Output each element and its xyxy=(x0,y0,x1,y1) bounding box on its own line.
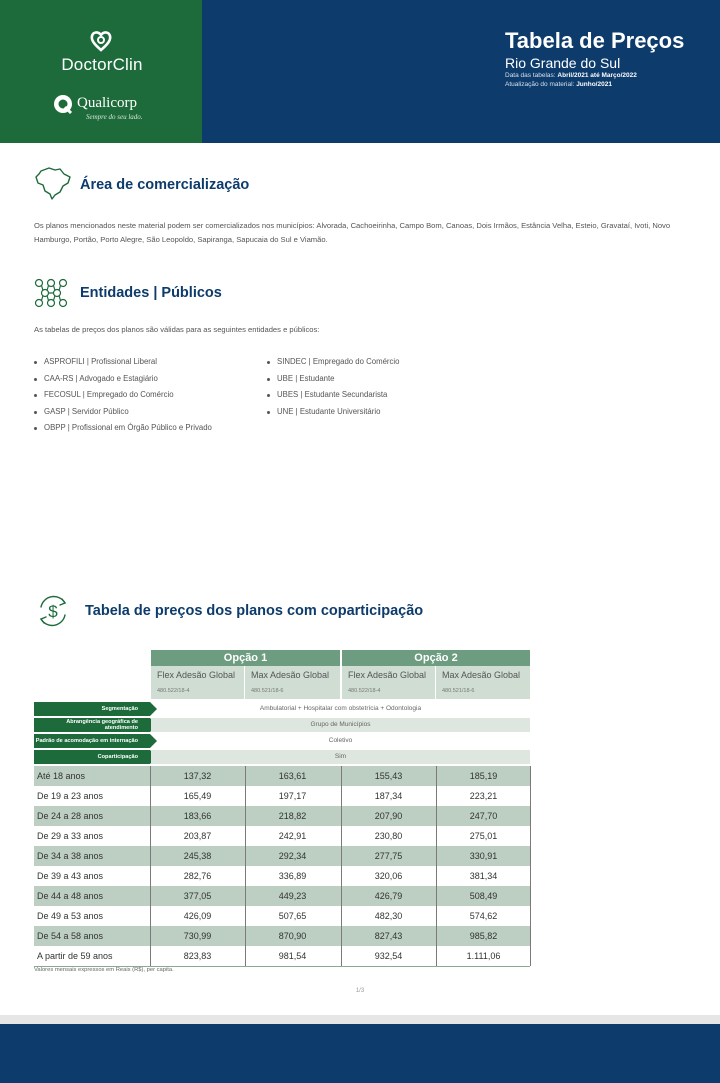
list-item: UNE | Estudante Universitário xyxy=(267,404,400,421)
plan-name: Max Adesão Global xyxy=(442,670,521,680)
table-row xyxy=(34,846,530,866)
plan-code: 480.522/18-4 xyxy=(348,688,381,694)
list-item: ASPROFILI | Profissional Liberal xyxy=(34,354,212,371)
material-update xyxy=(505,81,612,88)
material-update-label: Atualização do material: xyxy=(505,81,577,88)
price-cell: 275,01 xyxy=(469,831,498,841)
price-cell: 330,91 xyxy=(469,851,498,861)
table-dates-label: Data das tabelas: xyxy=(505,72,558,79)
plan-header xyxy=(436,666,530,699)
table-row xyxy=(34,906,530,926)
doctorclin-heart-icon xyxy=(88,28,114,54)
age-range: De 54 a 58 anos xyxy=(37,931,104,941)
option-2-header: Opção 2 xyxy=(342,650,530,666)
column-divider xyxy=(341,766,342,966)
price-cell: 508,49 xyxy=(469,891,498,901)
table-row xyxy=(34,766,530,786)
plan-name: Flex Adesão Global xyxy=(157,670,236,680)
age-range: De 19 a 23 anos xyxy=(37,791,104,801)
table-row xyxy=(34,946,530,966)
list-item: FECOSUL | Empregado do Comércio xyxy=(34,387,212,404)
price-cell: 377,05 xyxy=(183,891,212,901)
list-item: CAA-RS | Advogado e Estagiário xyxy=(34,371,212,388)
list-item: SINDEC | Empregado do Comércio xyxy=(267,354,400,371)
column-divider xyxy=(436,766,437,966)
price-cell: 230,80 xyxy=(374,831,403,841)
table-row xyxy=(34,826,530,846)
spec-label: Abrangência geográfica de atendimento xyxy=(34,718,150,732)
prices-title: Tabela de preços dos planos com coparticipação xyxy=(85,603,424,619)
age-range: De 39 a 43 anos xyxy=(37,871,104,881)
table-row xyxy=(34,866,530,886)
dollar-cycle-icon xyxy=(33,593,73,629)
partner-name: Qualicorp xyxy=(77,95,137,111)
age-range: De 24 a 28 anos xyxy=(37,811,104,821)
plan-code: 480.521/18-6 xyxy=(251,688,284,694)
age-range: De 29 a 33 anos xyxy=(37,831,104,841)
page-subtitle: Rio Grande do Sul xyxy=(505,55,621,71)
area-title: Área de comercialização xyxy=(80,177,250,193)
entities-list-left xyxy=(34,354,212,437)
footer-band xyxy=(0,1024,720,1083)
price-cell: 207,90 xyxy=(374,811,403,821)
table-row xyxy=(34,786,530,806)
price-cell: 482,30 xyxy=(374,911,403,921)
plan-name: Max Adesão Global xyxy=(251,670,330,680)
table-row xyxy=(34,926,530,946)
plan-header xyxy=(151,666,245,699)
column-divider xyxy=(150,766,151,966)
price-cell: 218,82 xyxy=(278,811,307,821)
table-note: Valores mensais expressos em Reais (R$), per capita. xyxy=(34,967,174,973)
brand-name: DoctorClin xyxy=(61,55,143,74)
table-dates xyxy=(505,72,637,79)
price-cell: 985,82 xyxy=(469,931,498,941)
brand-panel xyxy=(0,0,202,143)
age-range: De 44 a 48 anos xyxy=(37,891,104,901)
entities-title: Entidades | Públicos xyxy=(80,285,222,301)
spec-label: Segmentação xyxy=(34,702,150,716)
brazil-map-icon xyxy=(33,165,73,201)
list-item: UBE | Estudante xyxy=(267,371,400,388)
spec-label: Padrão de acomodação em internação xyxy=(34,734,150,748)
plan-header xyxy=(245,666,340,699)
network-icon xyxy=(33,277,69,309)
price-cell: 827,43 xyxy=(374,931,403,941)
price-cell: 507,65 xyxy=(278,911,307,921)
price-cell: 277,75 xyxy=(374,851,403,861)
table-row xyxy=(34,886,530,906)
plan-header xyxy=(342,666,436,699)
price-cell: 282,76 xyxy=(183,871,212,881)
partner-tagline: Sempre do seu lado. xyxy=(86,113,143,121)
column-divider xyxy=(245,766,246,966)
price-cell: 245,38 xyxy=(183,851,212,861)
table-dates-value: Abril/2021 até Março/2022 xyxy=(557,72,637,79)
option-1-header: Opção 1 xyxy=(151,650,340,666)
price-cell: 155,43 xyxy=(374,771,403,781)
price-cell: 574,62 xyxy=(469,911,498,921)
material-update-value: Junho/2021 xyxy=(576,81,612,88)
footer-stripe xyxy=(0,1015,720,1024)
page-header xyxy=(0,0,720,143)
price-cell: 197,17 xyxy=(278,791,307,801)
price-cell: 183,66 xyxy=(183,811,212,821)
price-cell: 449,23 xyxy=(278,891,307,901)
price-cell: 426,79 xyxy=(374,891,403,901)
plan-code: 480.522/18-4 xyxy=(157,688,190,694)
price-cell: 981,54 xyxy=(278,951,307,961)
price-cell: 163,61 xyxy=(278,771,307,781)
price-cell: 336,89 xyxy=(278,871,307,881)
price-cell: 187,34 xyxy=(374,791,403,801)
qualicorp-logo-icon xyxy=(52,93,74,115)
price-cell: 185,19 xyxy=(469,771,498,781)
price-cell: 381,34 xyxy=(469,871,498,881)
page-title: Tabela de Preços xyxy=(505,28,685,53)
price-cell: 870,90 xyxy=(278,931,307,941)
price-cell: 247,70 xyxy=(469,811,498,821)
spec-value: Coletivo xyxy=(328,737,353,744)
spec-value: Ambulatorial + Hospitalar com obstetrícia + Odontologia xyxy=(259,705,422,712)
plan-name: Flex Adesão Global xyxy=(348,670,427,680)
price-cell: 426,09 xyxy=(183,911,212,921)
age-range: De 34 a 38 anos xyxy=(37,851,104,861)
area-text: Os planos mencionados neste material podem ser comercializados nos municípios: Alvorada, Cachoeirinha, Campo Bom, Canoas, Dois Irmãos, Estância Velha, Esteio, Gravataí, Ivoti, Novo Hamburgo, Portão, Porto Alegre, São Leopoldo, Sapiranga, Sapucaia do Sul e Viamão. xyxy=(34,221,671,244)
age-range: Até 18 anos xyxy=(37,771,86,781)
price-cell: 292,34 xyxy=(278,851,307,861)
price-cell: 1.111,06 xyxy=(466,951,501,961)
list-item: OBPP | Profissional em Órgão Público e Privado xyxy=(34,420,212,437)
price-cell: 823,83 xyxy=(183,951,212,961)
list-item: UBES | Estudante Secundarista xyxy=(267,387,400,404)
price-cell: 165,49 xyxy=(183,791,212,801)
price-cell: 320,06 xyxy=(374,871,403,881)
title-panel xyxy=(202,0,720,143)
price-cell: 223,21 xyxy=(469,791,498,801)
spec-label: Coparticipação xyxy=(34,750,150,764)
price-cell: 137,32 xyxy=(183,771,212,781)
column-divider xyxy=(530,766,531,966)
spec-value: Grupo de Municípios xyxy=(151,718,530,732)
svg-text:$: $ xyxy=(48,602,58,621)
entities-list-right xyxy=(267,354,400,420)
table-row xyxy=(34,806,530,826)
price-cell: 203,87 xyxy=(183,831,212,841)
page-number: 1/3 xyxy=(355,988,365,994)
plan-code: 480.521/18-6 xyxy=(442,688,475,694)
spec-value: Sim xyxy=(151,750,530,764)
price-cell: 932,54 xyxy=(374,951,403,961)
list-item: GASP | Servidor Público xyxy=(34,404,212,421)
age-range: A partir de 59 anos xyxy=(37,951,113,961)
price-cell: 730,99 xyxy=(183,931,212,941)
price-cell: 242,91 xyxy=(278,831,307,841)
entities-intro: As tabelas de preços dos planos são válidas para as seguintes entidades e públicos: xyxy=(34,325,320,334)
age-range: De 49 a 53 anos xyxy=(37,911,104,921)
